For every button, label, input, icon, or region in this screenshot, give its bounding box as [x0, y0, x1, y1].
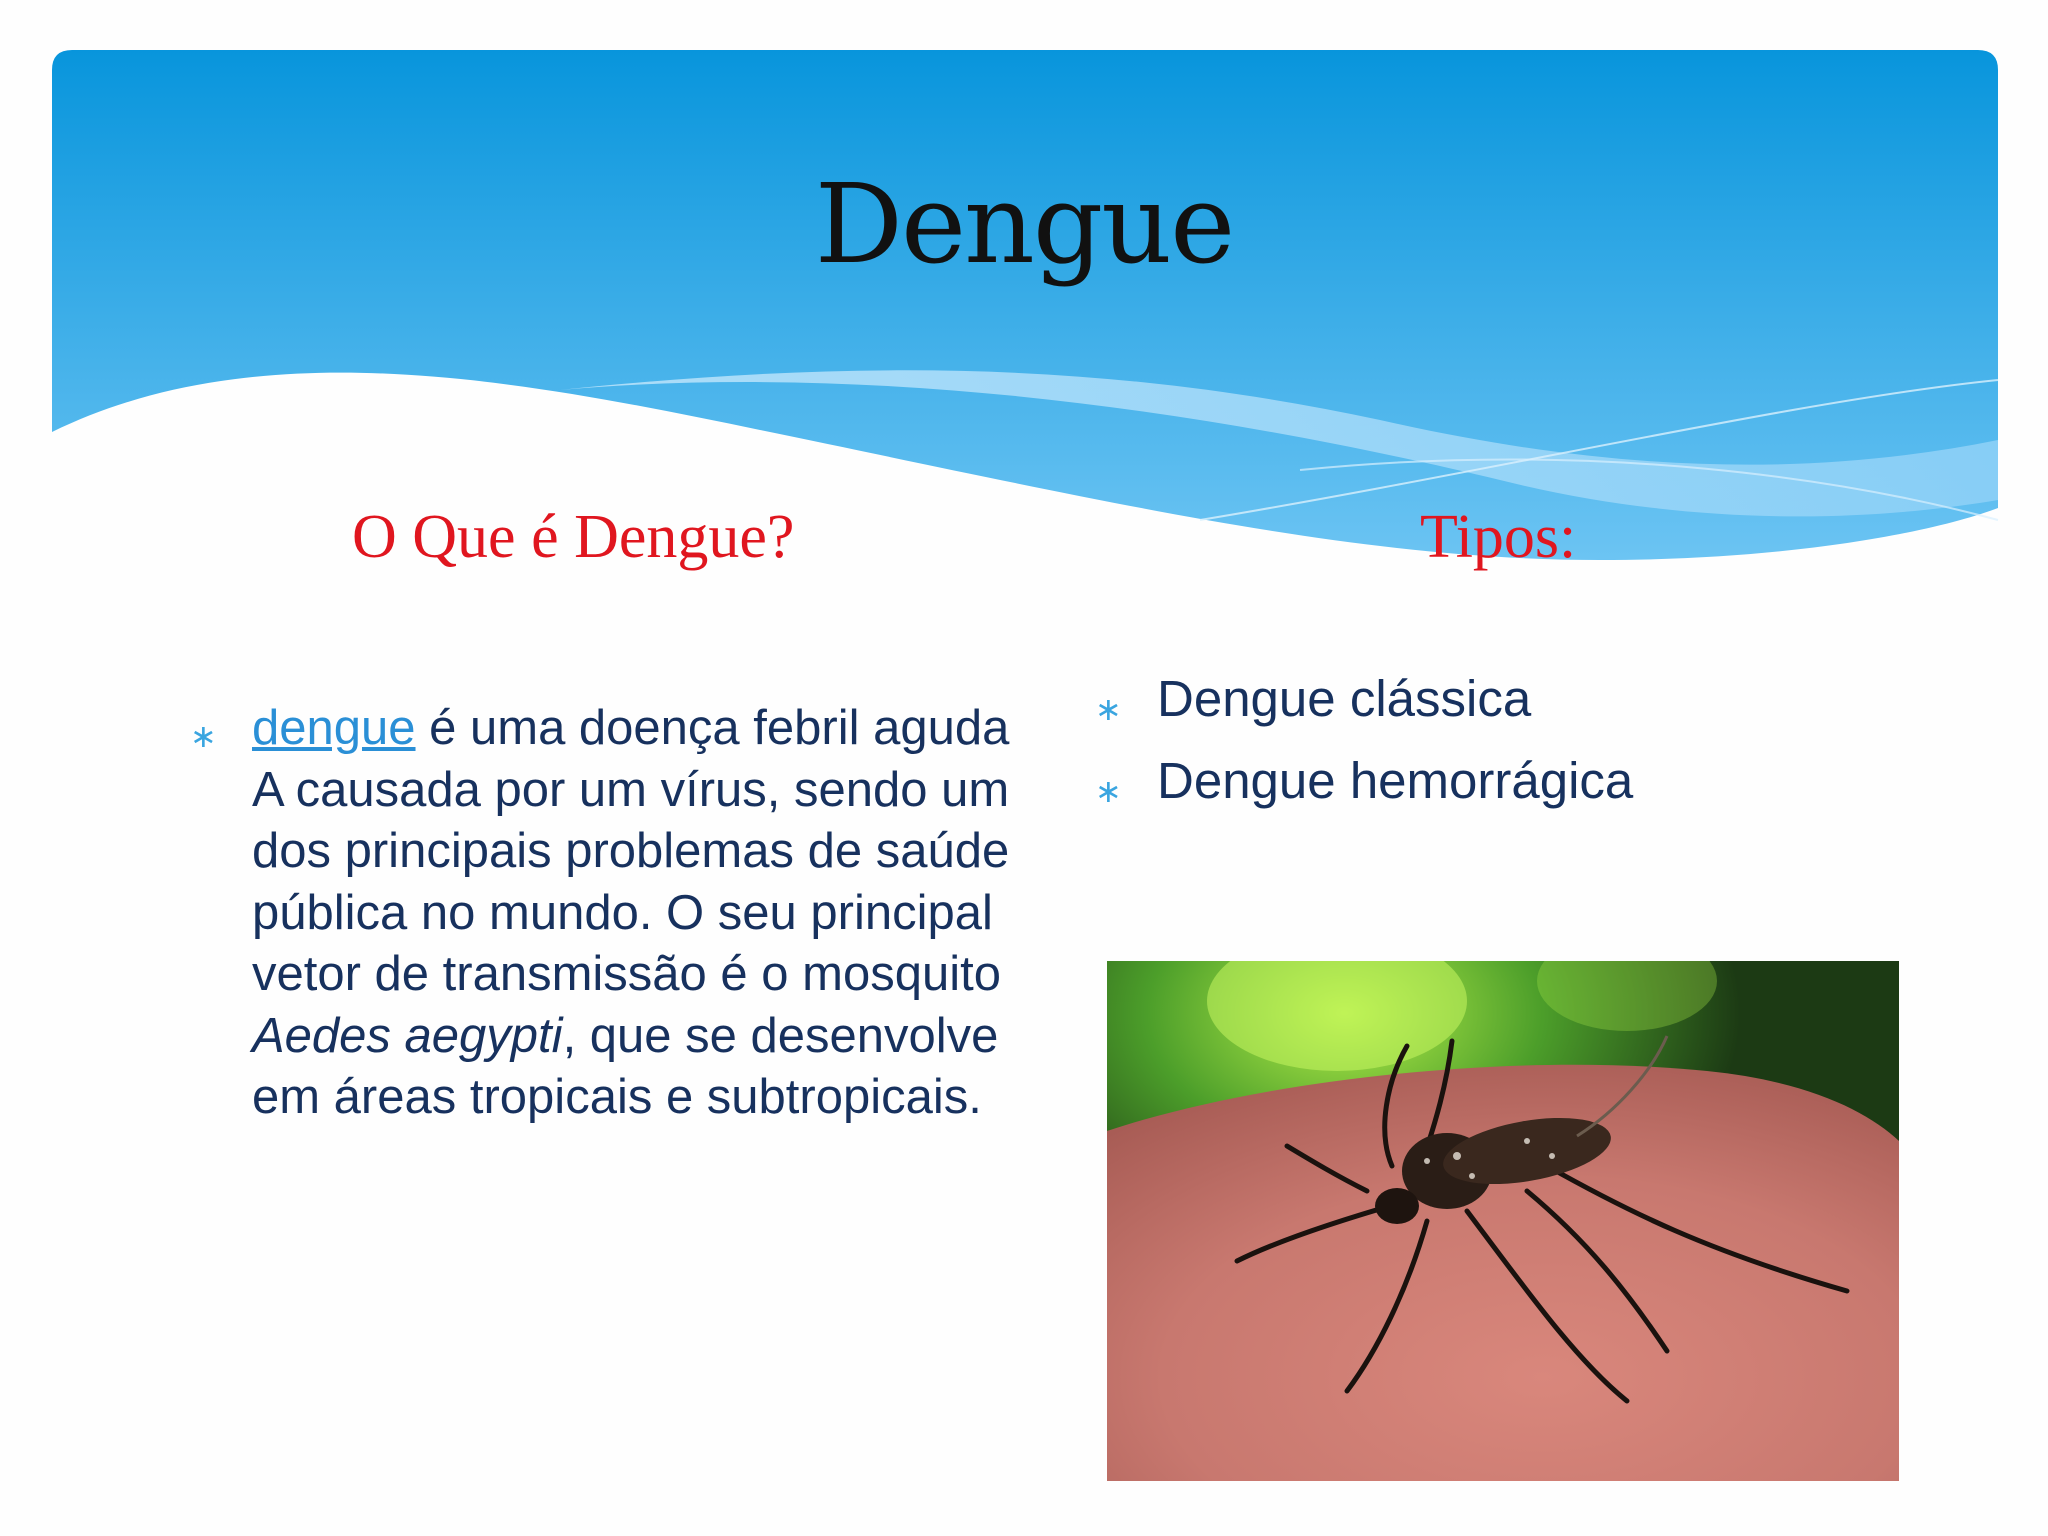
- definition-bullet: [190, 698, 1010, 1129]
- left-heading: O Que é Dengue?: [352, 503, 795, 571]
- bullet-asterisk-icon: ∗: [1095, 772, 1122, 810]
- mosquito-photo: [1107, 961, 1899, 1481]
- type-item: [1095, 668, 1995, 730]
- bullet-asterisk-icon: ∗: [1095, 690, 1122, 728]
- right-heading: Tipos:: [1420, 503, 1577, 571]
- type-item-label: Dengue clássica: [1157, 670, 1532, 727]
- definition-list: [190, 698, 1010, 1129]
- type-item: [1095, 750, 1995, 812]
- slide-title: Dengue: [814, 160, 1234, 288]
- dengue-link[interactable]: dengue: [252, 701, 416, 755]
- type-item-label: Dengue hemorrágica: [1157, 752, 1634, 809]
- species-name: Aedes aegypti: [252, 1008, 563, 1063]
- types-list: [1095, 668, 1995, 832]
- definition-text-1: é uma doença febril aguda A causada por um vírus, sendo um dos principais problemas de saúde pública no mundo. O seu principal vetor de transmissão é o mosquito: [252, 701, 1010, 1001]
- definition-text-2: , que se desenvolve em áreas tropicais e subtropicais.: [252, 1008, 999, 1124]
- bullet-asterisk-icon: ∗: [190, 717, 217, 755]
